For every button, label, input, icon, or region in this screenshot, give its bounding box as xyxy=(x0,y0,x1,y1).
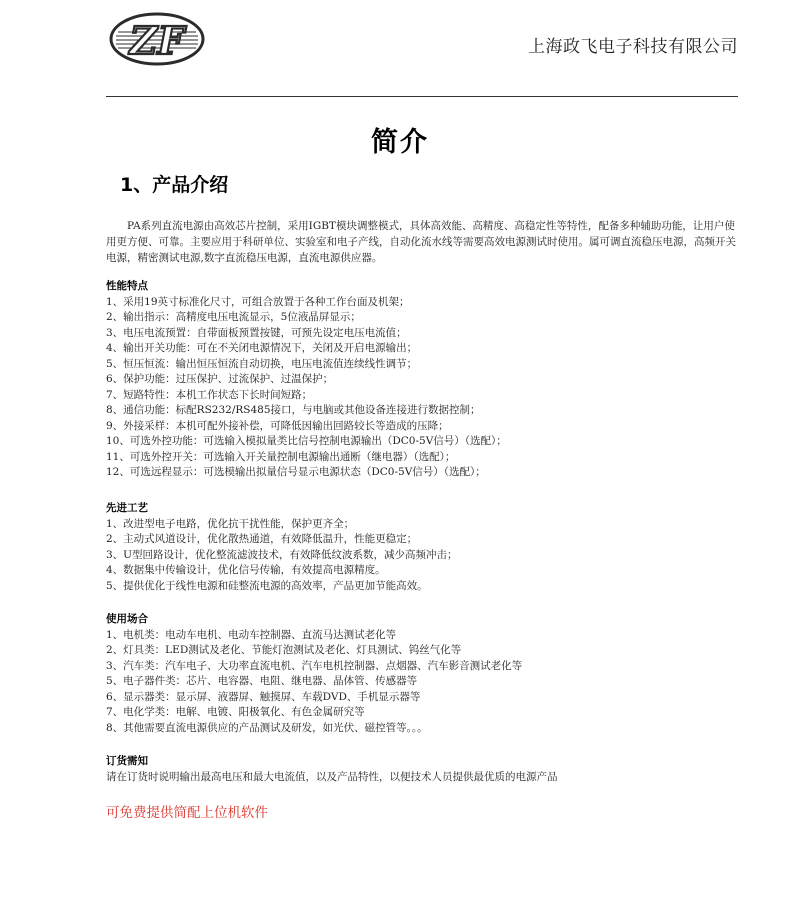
order-notes-section xyxy=(106,754,746,785)
list-item: 4、数据集中传输设计，优化信号传输，有效提高电源精度。 xyxy=(106,564,386,576)
software-promo: 可免费提供简配上位机软件 xyxy=(106,805,268,821)
order-text: 请在订货时说明输出最高电压和最大电流值，以及产品特性，以便技术人员提供最优质的电源产品 xyxy=(106,770,558,783)
list-item: 9、外接采样：本机可配外接补偿，可降低因输出回路较长等造成的压降； xyxy=(106,419,449,432)
list-item: 4、输出开关功能：可在不关闭电源情况下，关闭及开启电源输出； xyxy=(106,342,418,354)
section-title: 1、产品介绍 xyxy=(120,174,229,196)
usage-heading: 使用场合 xyxy=(106,613,148,625)
list-item: 5、电子器件类：芯片、电容器、电阻、继电器、晶体管、传感器等 xyxy=(106,675,418,687)
list-item: 6、保护功能：过压保护、过流保护、过温保护； xyxy=(106,373,334,385)
process-list xyxy=(106,517,746,595)
zf-logo-icon xyxy=(108,10,206,68)
list-item: 1、采用19英寸标准化尺寸，可组合放置于各种工作台面及机架； xyxy=(106,295,410,308)
order-heading: 订货需知 xyxy=(106,755,148,767)
features-list xyxy=(106,295,746,481)
page-title: 简介 xyxy=(371,127,429,158)
process-section xyxy=(106,501,746,594)
list-item: 1、电机类：电动车电机、电动车控制器、直流马达测试老化等 xyxy=(106,628,397,641)
list-item: 5、提供优化于线性电源和硅整流电源的高效率，产品更加节能高效。 xyxy=(106,579,428,592)
list-item: 7、电化学类：电解、电镀、阳极氧化、有色金属研究等 xyxy=(106,706,365,718)
list-item: 12、可选远程显示：可选模输出拟量信号显示电源状态（DC0-5V信号）（选配）； xyxy=(106,466,486,478)
list-item: 5、恒压恒流：输出恒压恒流自动切换，电压电流值连续线性调节； xyxy=(106,357,418,370)
company-logo xyxy=(108,10,206,68)
list-item: 2、主动式风道设计，优化散热通道，有效降低温升，性能更稳定； xyxy=(106,533,418,545)
list-item: 3、电压电流预置：自带面板预置按键，可预先设定电压电流值； xyxy=(106,326,407,339)
svg-text:ZF: ZF xyxy=(129,18,185,63)
list-item: 1、改进型电子电路，优化抗干扰性能，保护更齐全； xyxy=(106,517,355,530)
list-item: 10、可选外控功能：可选输入模拟量类比信号控制电源输出（DC0-5V信号）（选配）； xyxy=(106,435,507,447)
features-heading: 性能特点 xyxy=(106,280,148,292)
list-item: 2、输出指示：高精度电压电流显示，5位液晶屏显示； xyxy=(106,311,361,323)
list-item: 8、其他需要直流电源供应的产品测试及研发，如光伏、磁控管等。。。 xyxy=(106,721,428,734)
intro-paragraph: PA系列直流电源由高效芯片控制，采用IGBT模块调整模式，具体高效能、高精度、高稳定性等特性，配备多种辅助功能，让用户使用更方便、可靠。主要应用于科研单位、实验室和电子产线，自动化流水线等需要高效电源测试时使用。属可调直流稳压电源，高频开关电源，精密测试电源,数字直流稳压电源，直流电源供应器。 xyxy=(106,220,736,264)
list-item: 8、通信功能：标配RS232/RS485接口，与电脑或其他设备连接进行数据控制； xyxy=(106,404,481,416)
features-section xyxy=(106,279,746,481)
process-heading: 先进工艺 xyxy=(106,502,148,514)
list-item: 3、U型回路设计，优化整流滤波技术，有效降低纹波系数，减少高频冲击； xyxy=(106,548,458,561)
list-item: 11、可选外控开关：可选输入开关量控制电源输出通断（继电器）（选配）； xyxy=(106,450,456,463)
usage-list xyxy=(106,628,746,737)
company-name: 上海政飞电子科技有限公司 xyxy=(528,37,738,57)
list-item: 7、短路特性：本机工作状态下长时间短路； xyxy=(106,388,313,401)
header-divider xyxy=(106,96,738,97)
list-item: 6、显示器类：显示屏、液器屏、触摸屏、车载DVD、手机显示器等 xyxy=(106,690,421,703)
list-item: 2、灯具类：LED测试及老化、节能灯泡测试及老化、灯具测试、钨丝气化等 xyxy=(106,644,462,656)
list-item: 3、汽车类：汽车电子、大功率直流电机、汽车电机控制器、点烟器、汽车影音测试老化等 xyxy=(106,659,523,672)
usage-section xyxy=(106,612,746,736)
